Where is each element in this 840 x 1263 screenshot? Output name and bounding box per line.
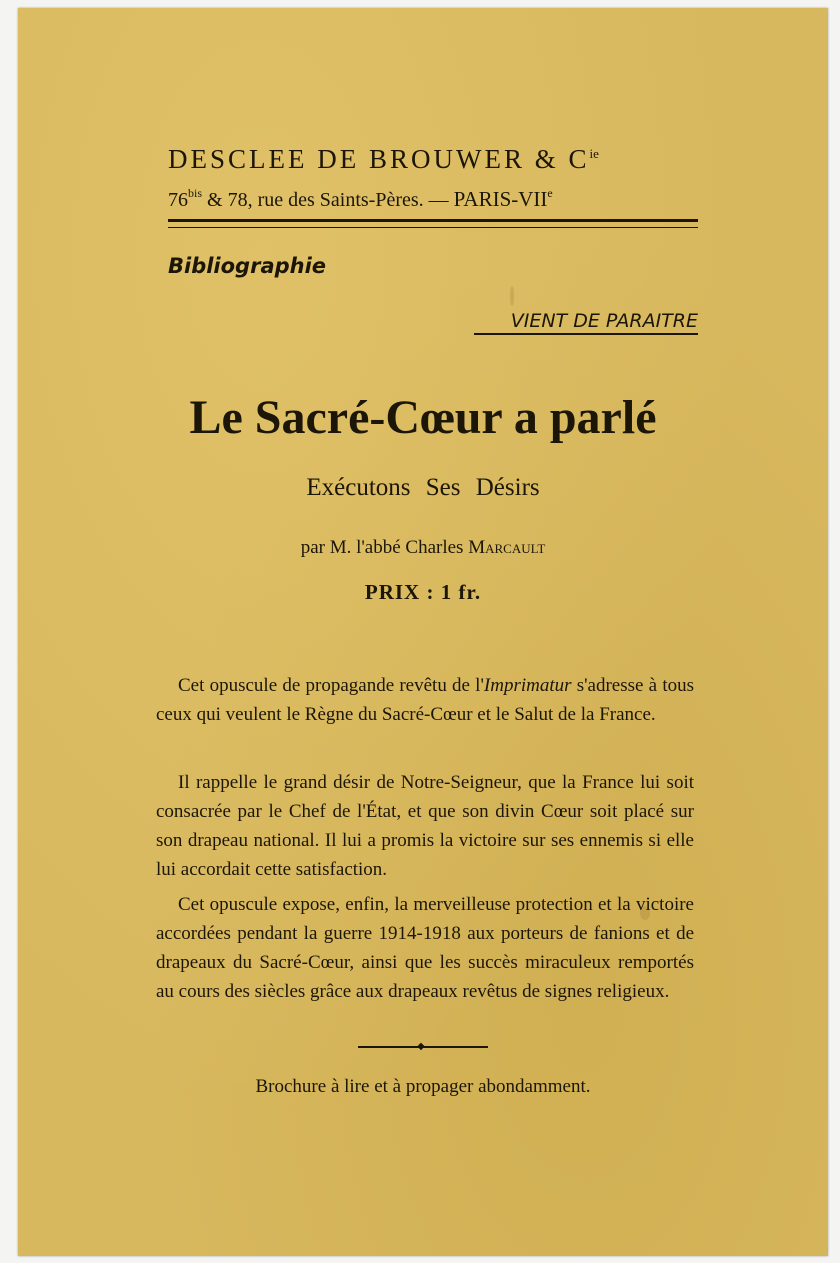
address-number: 76 [168,189,188,211]
leaflet-page [18,8,828,1256]
address-number-sup: bis [188,186,203,200]
publisher-name [168,144,698,175]
publisher-address [168,186,698,212]
p1-text-a: Cet opuscule de propagande revêtu de l' [178,675,484,696]
address-city: PARIS-VII [453,187,548,211]
address-street: & 78, rue des Saints-Pères. — [202,189,454,211]
paper-stain [510,286,514,306]
publisher-name-text: DESCLEE DE BROUWER & C [168,144,590,174]
book-author [18,537,828,559]
author-prefix: par M. l'abbé Charles [300,537,469,558]
p1-text-b: s'adresse à tous ceux qui veulent le Règne du Sacré-Cœur et le Salut de la France. [156,675,694,725]
ornament-diamond-icon: ◆ [417,1041,425,1052]
book-subtitle: Exécutons Ses Désirs [306,474,540,501]
p1-imprimatur: Imprimatur [483,675,572,696]
announcement-heading: VIENT DE PARAITRE [474,310,698,335]
address-city-sup: e [547,186,553,200]
body-paragraph-3: Cet opuscule expose, enfin, la merveilleuse protection et la victoire accordées pendant la guerre 1914-1918 aux porteurs de fanions et de drapeaux du Sacré-Cœur, ainsi que les succès miraculeux remportés au cours des siècles grâce aux drapeaux revêtus de signes religieux. [156,894,694,1002]
body-paragraph-2: Il rappelle le grand désir de Notre-Seigneur, que la France lui soit consacrée par le Chef de l'État, et que son divin Cœur soit placé sur son drapeau national. Il lui a promis la victoire sur ses ennemis si elle lui accordait cette satisfaction. [156,772,694,880]
section-label: Bibliographie [168,254,327,278]
header-double-rule [168,219,698,228]
body-paragraph-1 [156,671,694,729]
book-price: PRIX : 1 fr. [364,580,482,604]
publisher-name-sup: ie [589,146,599,161]
footer-tagline: Brochure à lire et à propager abondamment. [255,1076,591,1097]
author-surname: Marcault [468,537,546,558]
book-title: Le Sacré-Cœur a parlé [189,391,657,444]
